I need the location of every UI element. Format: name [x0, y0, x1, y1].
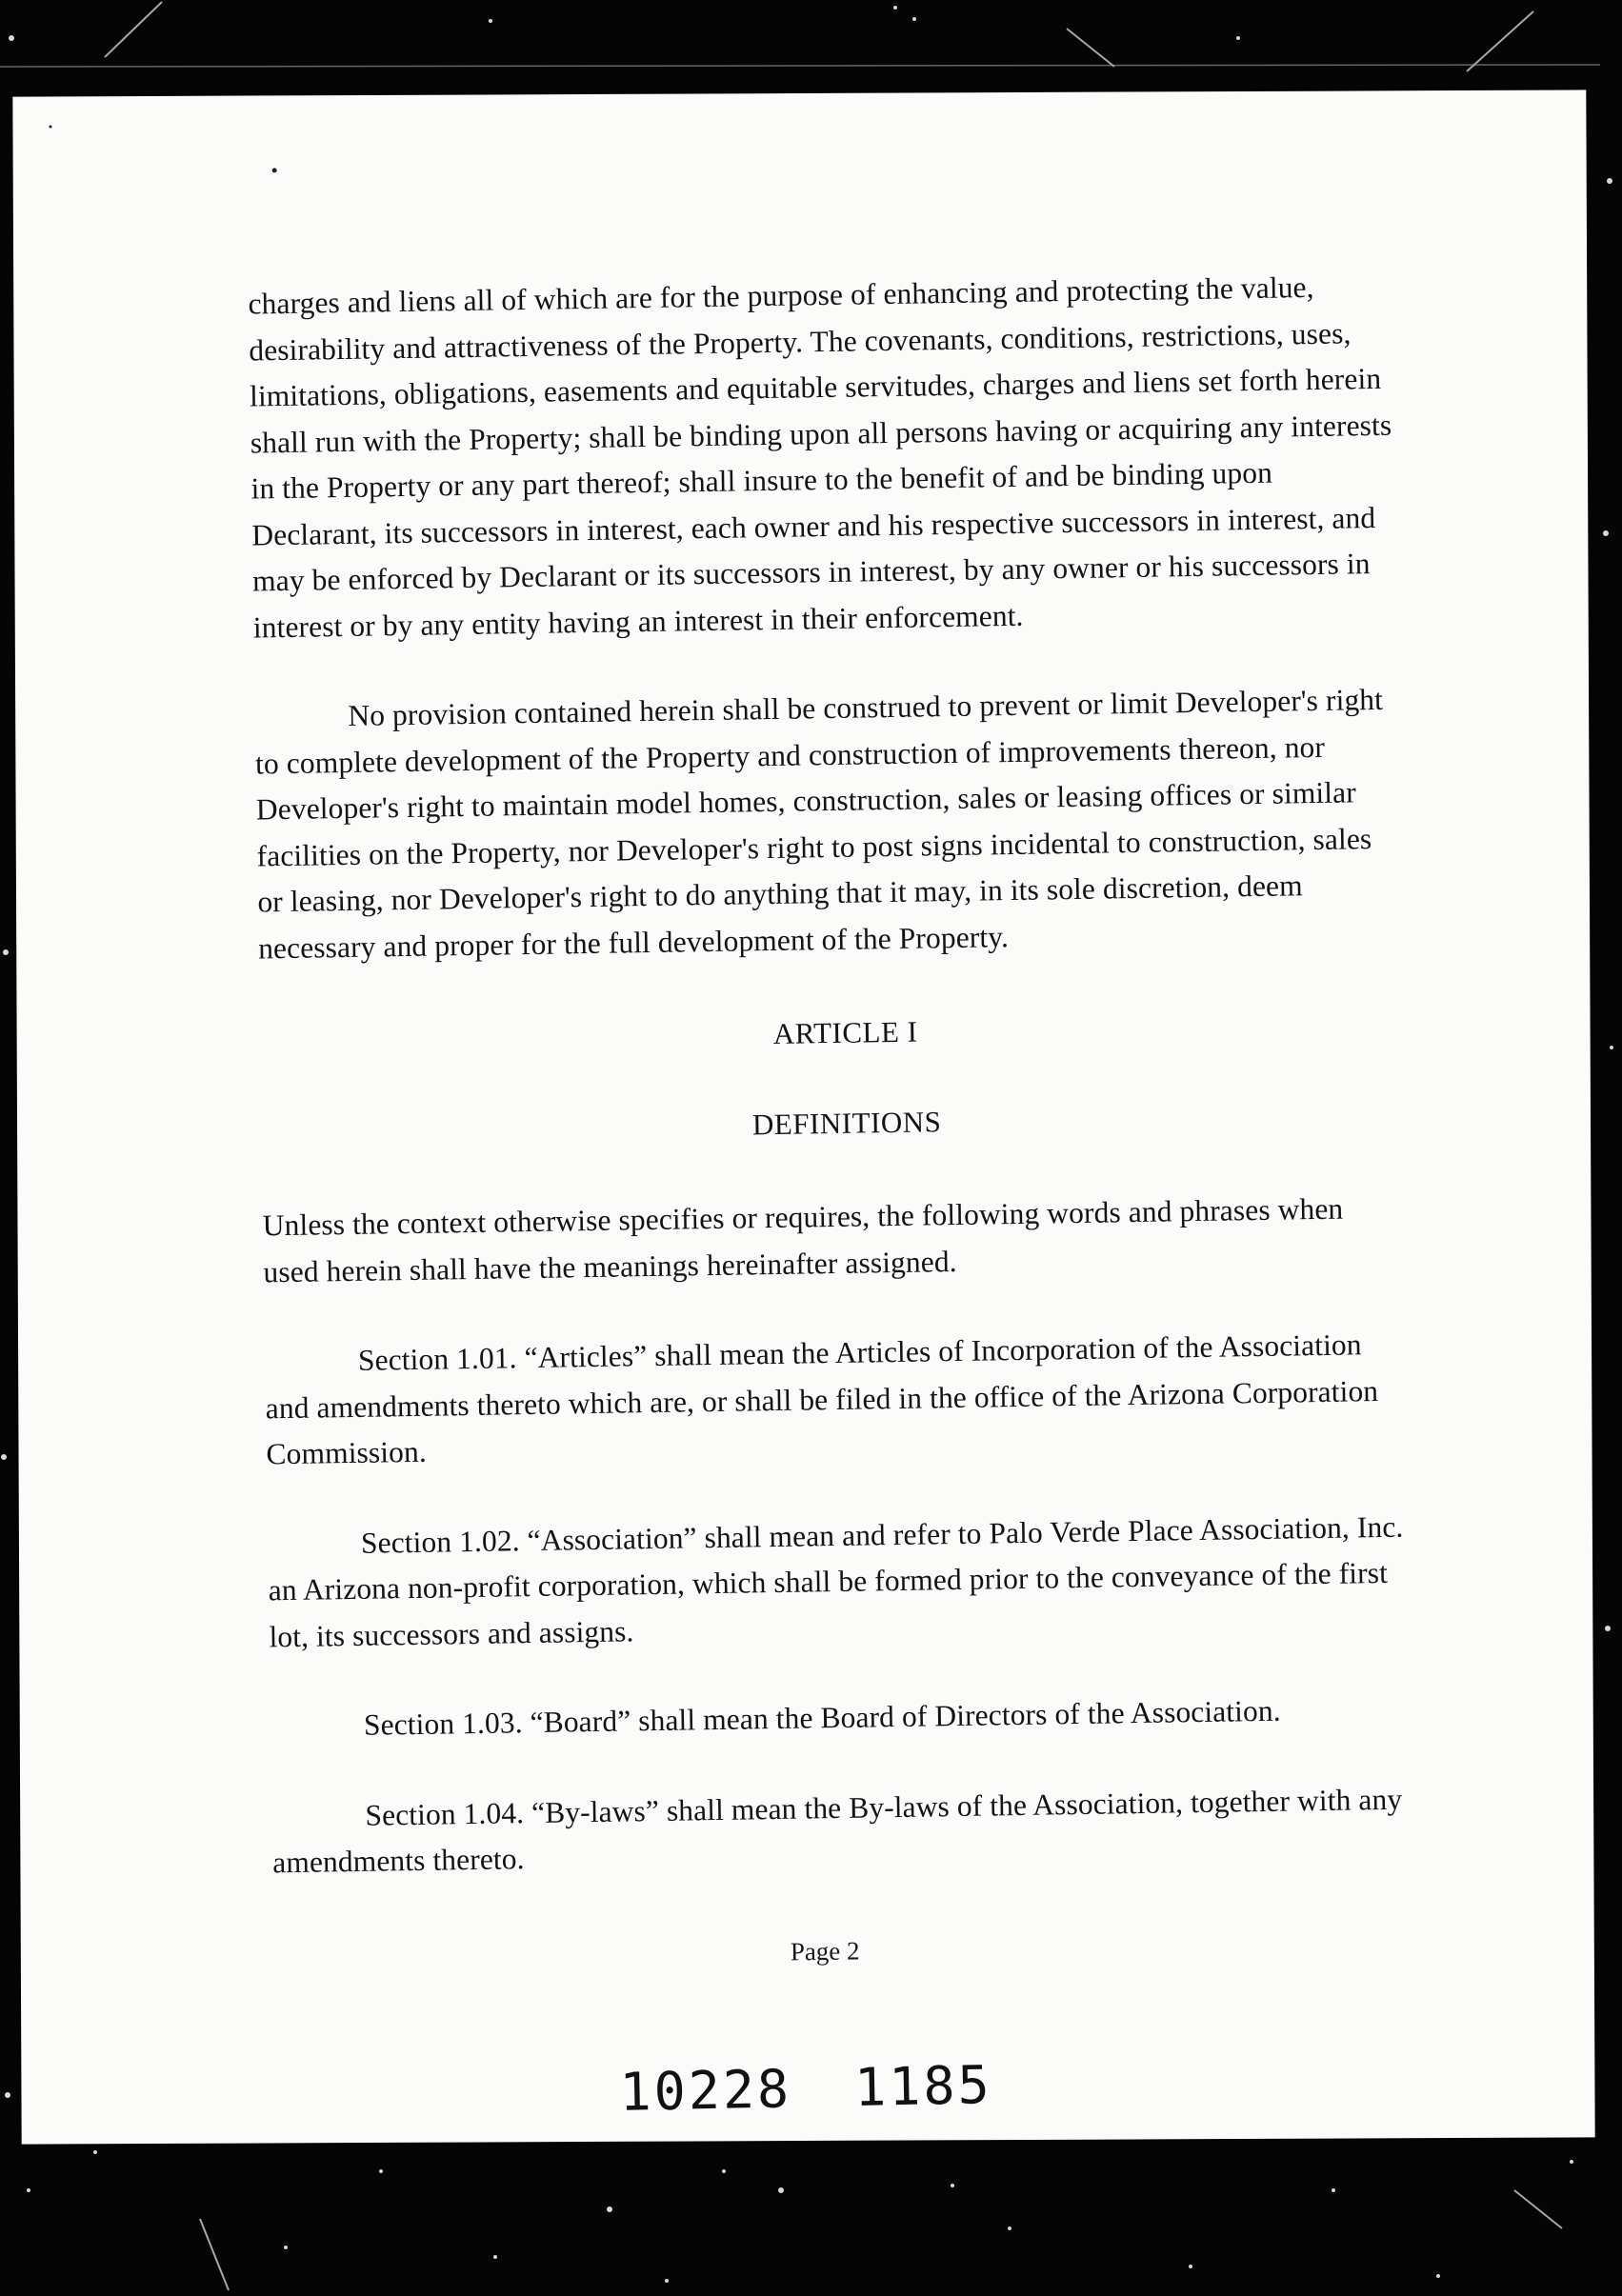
section-1-01: Section 1.01. “Articles” shall mean the Articles of Incorporation of the Association and amendments thereto which are, or shall be filed in the office of the Arizona Corporation Commission. — [265, 1328, 1379, 1471]
ink-speck — [49, 125, 51, 128]
definitions-intro: Unless the context otherwise specifies or requires, the following words and phrases when used herein shall have the meanings hereinafter assigned. — [262, 1191, 1344, 1288]
page-number: Page 2 — [790, 1936, 860, 1967]
document-page — [12, 90, 1594, 2144]
paragraph-continuation: charges and liens all of which are for the purpose of enhancing and protecting the value, desirability and attractiveness of the Property. The covenants, conditions, restrictions, uses, limitations, obligations, easements and equitable servitudes, charges and liens set forth herein shall run with the Property; shall be binding upon all persons having or acquiring any interests in the Property or any part thereof; shall insure to the benefit of and be binding upon Declarant, its successors in interest, each owner and his respective successors in interest, and may be enforced by Declarant or its successors in interest, by any owner or his successors in interest or by any entity having an interest in their enforcement. — [248, 270, 1392, 644]
article-title: DEFINITIONS — [751, 1104, 942, 1141]
document-number: 10228 1185 — [618, 2054, 993, 2123]
document-body — [248, 264, 1415, 1887]
section-1-02: Section 1.02. “Association” shall mean and refer to Palo Verde Place Association, Inc. an Arizona non-profit corporation, which shall be formed prior to the conveyance of the first lot, its successors and assigns. — [268, 1509, 1404, 1653]
article-heading: ARTICLE I — [772, 1014, 918, 1050]
section-1-04: Section 1.04. “By-laws” shall mean the By-laws of the Association, together with any amendments thereto. — [271, 1782, 1403, 1880]
ink-speck — [272, 168, 277, 172]
section-1-03: Section 1.03. “Board” shall mean the Board of Directors of the Association. — [363, 1693, 1281, 1742]
paragraph-developer-rights: No provision contained herein shall be construed to prevent or limit Developer's right to complete development of the Property and construction of improvements thereon, nor Developer's right to maintain model homes, construction, sales or leasing offices or similar facilities on the Property, nor Developer's right to post signs incidental to construction, sales or leasing, nor Developer's right to do anything that it may, in its sole discretion, deem necessary and proper for the full development of the Property. — [254, 682, 1384, 965]
